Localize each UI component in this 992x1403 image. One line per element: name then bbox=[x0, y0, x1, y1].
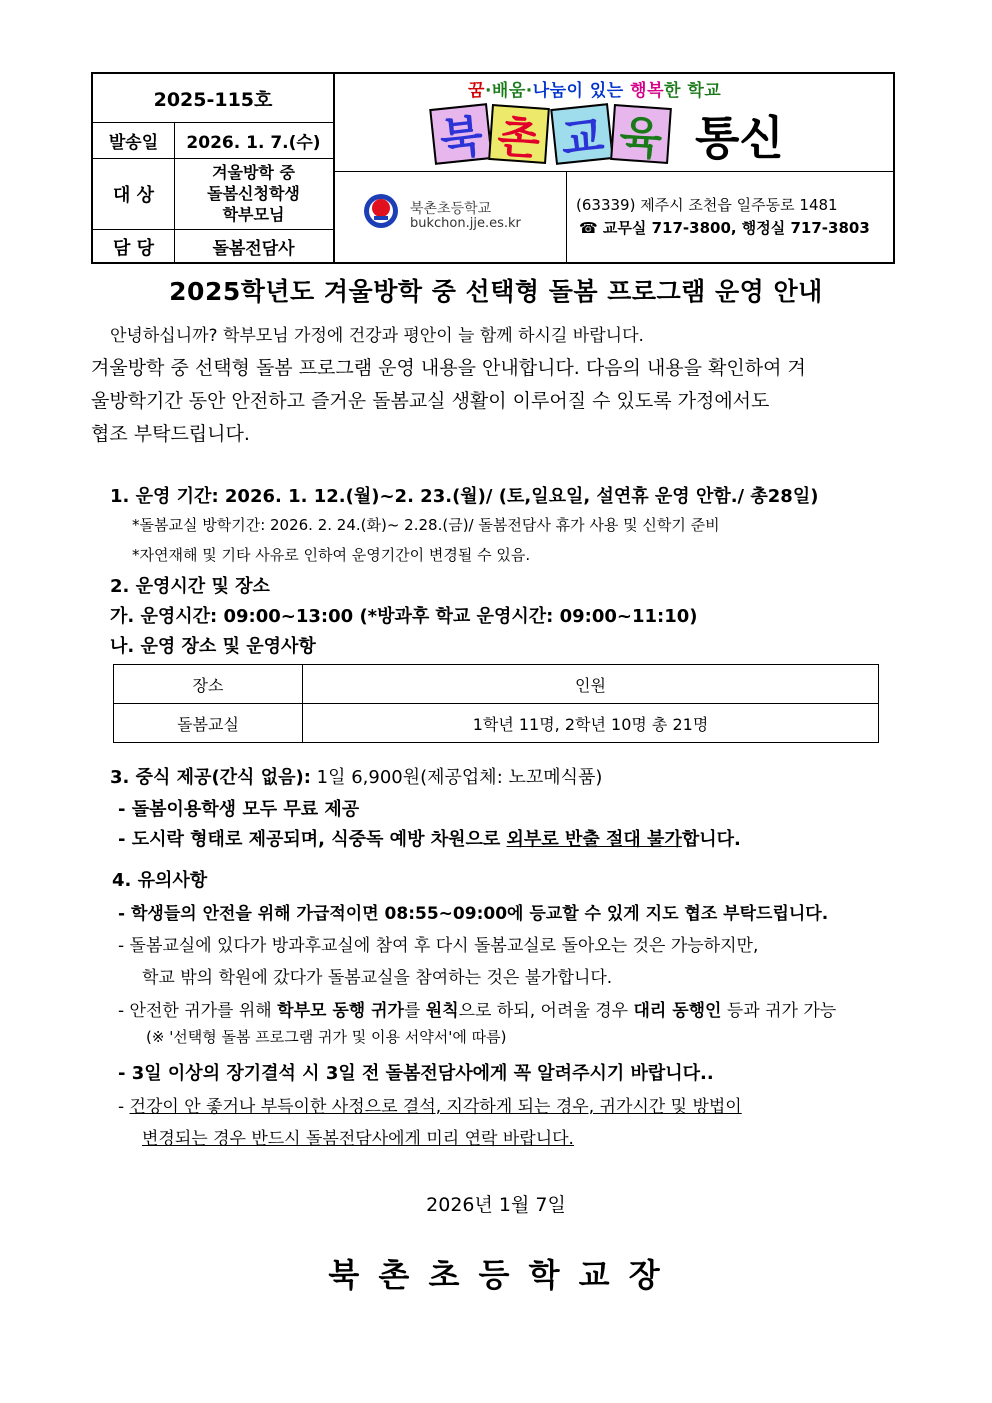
lunchbox-underline: 외부로 반출 절대 불가 bbox=[506, 829, 682, 850]
section-notes-heading: 4. 유의사항 bbox=[112, 870, 208, 891]
lunchbox-text-end: 합니다. bbox=[681, 829, 741, 850]
newsletter-suffix: 통신 bbox=[695, 111, 784, 165]
slogan-part: 꿈 bbox=[468, 81, 485, 101]
issue-date: 2026년 1월 7일 bbox=[426, 1194, 566, 1216]
sent-date: 2026. 1. 7.(수) bbox=[186, 132, 321, 153]
school-address: (63339) 제주시 조천읍 일주동로 1481 bbox=[576, 196, 838, 214]
notice-bold: 학부모 동행 귀가 bbox=[277, 1001, 404, 1021]
school-logo-icon bbox=[362, 192, 400, 230]
table-row bbox=[114, 704, 879, 743]
target-label: 대 상 bbox=[112, 184, 155, 206]
intro-line: 겨울방학 중 선택형 돌봄 프로그램 운영 내용을 안내합니다. 다음의 내용을 확인하여 겨 bbox=[91, 357, 806, 379]
sent-date-label: 발송일 bbox=[108, 132, 159, 153]
notice-line bbox=[118, 1092, 742, 1117]
target-line: 돌봄신청학생 bbox=[207, 184, 300, 203]
title-tile: 육 bbox=[610, 104, 672, 164]
table-cell: 1학년 11명, 2학년 10명 총 21명 bbox=[303, 704, 879, 743]
notice-text: 으로 하되, 어려울 경우 bbox=[458, 1001, 634, 1021]
notice-dash: - bbox=[118, 1097, 130, 1117]
notice-line: - 돌봄교실에 있다가 방과후교실에 참여 후 다시 돌봄교실로 돌아오는 것은 가능하지만, bbox=[118, 936, 759, 956]
slogan-part: 행복 bbox=[630, 81, 665, 101]
intro-line: 협조 부탁드립니다. bbox=[91, 423, 250, 445]
issue-number: 2025-115호 bbox=[153, 88, 273, 111]
intro-line: 안녕하십니까? 학부모님 가정에 건강과 평안이 늘 함께 하시길 바랍니다. bbox=[110, 326, 644, 346]
location-table bbox=[113, 664, 879, 743]
school-name: 북촌초등학교 bbox=[410, 201, 492, 217]
period-note: *돌봄교실 방학기간: 2026. 2. 24.(화)~ 2.28.(금)/ 돌봄전담사 휴가 사용 및 신학기 준비 bbox=[132, 516, 720, 534]
lunch-heading-bold: 3. 중식 제공(간식 없음): bbox=[110, 767, 311, 788]
notice-bold: 원칙 bbox=[425, 1001, 459, 1021]
notice-line: 변경되는 경우 반드시 돌봄전담사에게 미리 연락 바랍니다. bbox=[142, 1129, 574, 1149]
slogan-part: 나눔이 있는 bbox=[532, 81, 631, 101]
title-tile: 촌 bbox=[488, 104, 550, 164]
notice-line: 학교 밖의 학원에 갔다가 돌봄교실을 참여하는 것은 불가합니다. bbox=[142, 968, 613, 988]
title-tile: 북 bbox=[429, 103, 493, 165]
lunchbox-text: - 도시락 형태로 제공되며, 식중독 예방 차원으로 bbox=[118, 829, 507, 850]
school-phone: ☎ 교무실 717-3800, 행정실 717-3803 bbox=[579, 219, 870, 237]
notice-line: - 학생들의 안전을 위해 가급적이면 08:55~09:00에 등교할 수 있게 지도 협조 부탁드립니다. bbox=[118, 904, 829, 924]
notice-line bbox=[118, 996, 836, 1021]
manager-label: 담 당 bbox=[112, 237, 155, 259]
notice-bold: 대리 동행인 bbox=[633, 1001, 722, 1021]
target-line: 겨울방학 중 bbox=[212, 163, 295, 182]
table-header: 장소 bbox=[114, 665, 303, 704]
target-line: 학부모님 bbox=[222, 205, 285, 224]
school-url: bukchon.jje.es.kr bbox=[410, 216, 521, 231]
slogan-part: 한 학교 bbox=[664, 81, 722, 101]
table-header: 인원 bbox=[303, 665, 879, 704]
lunch-heading-rest: 1일 6,900원(제공업체: 노꼬메식품) bbox=[310, 767, 603, 788]
notice-note: (※ '선택형 돌봄 프로그램 귀가 및 이용 서약서'에 따름) bbox=[146, 1028, 507, 1046]
notice-text: - 안전한 귀가를 위해 bbox=[118, 1001, 278, 1021]
table-cell: 돌봄교실 bbox=[114, 704, 303, 743]
slogan-part: ·배움· bbox=[484, 81, 533, 101]
lunch-free-line: - 돌봄이용학생 모두 무료 제공 bbox=[118, 799, 360, 820]
period-note: *자연재해 및 기타 사유로 인하여 운영기간이 변경될 수 있음. bbox=[132, 546, 531, 564]
principal-signature: 북 촌 초 등 학 교 장 bbox=[328, 1256, 664, 1294]
section-period-heading: 1. 운영 기간: 2026. 1. 12.(월)~2. 23.(월)/ (토,일요일, 설연휴 운영 안함./ 총28일) bbox=[110, 486, 819, 507]
notice-line: - 3일 이상의 장기결석 시 3일 전 돌봄전담사에게 꼭 알려주시기 바랍니다.. bbox=[118, 1063, 714, 1084]
manager-value: 돌봄전담사 bbox=[212, 239, 295, 259]
notice-text: 를 bbox=[403, 1001, 426, 1021]
location-heading: 나. 운영 장소 및 운영사항 bbox=[110, 636, 316, 657]
section-lunch-heading bbox=[110, 763, 602, 789]
notice-underline: 건강이 안 좋거나 부득이한 사정으로 결석, 지각하게 되는 경우, 귀가시간 및 방법이 bbox=[129, 1097, 742, 1117]
notice-text: 등과 귀가 가능 bbox=[721, 1001, 837, 1021]
page-title: 2025학년도 겨울방학 중 선택형 돌봄 프로그램 운영 안내 bbox=[169, 277, 823, 306]
target-value bbox=[174, 158, 333, 229]
table-header-row bbox=[114, 665, 879, 704]
operating-hours: 가. 운영시간: 09:00~13:00 (*방과후 학교 운영시간: 09:00~11:10) bbox=[110, 606, 698, 627]
section-time-heading: 2. 운영시간 및 장소 bbox=[110, 576, 270, 597]
school-slogan bbox=[468, 76, 721, 101]
intro-line: 울방학기간 동안 안전하고 즐거운 돌봄교실 생활이 이루어질 수 있도록 가정에서도 bbox=[91, 390, 770, 412]
title-tile: 교 bbox=[550, 103, 614, 165]
lunch-lunchbox-line bbox=[118, 825, 741, 851]
